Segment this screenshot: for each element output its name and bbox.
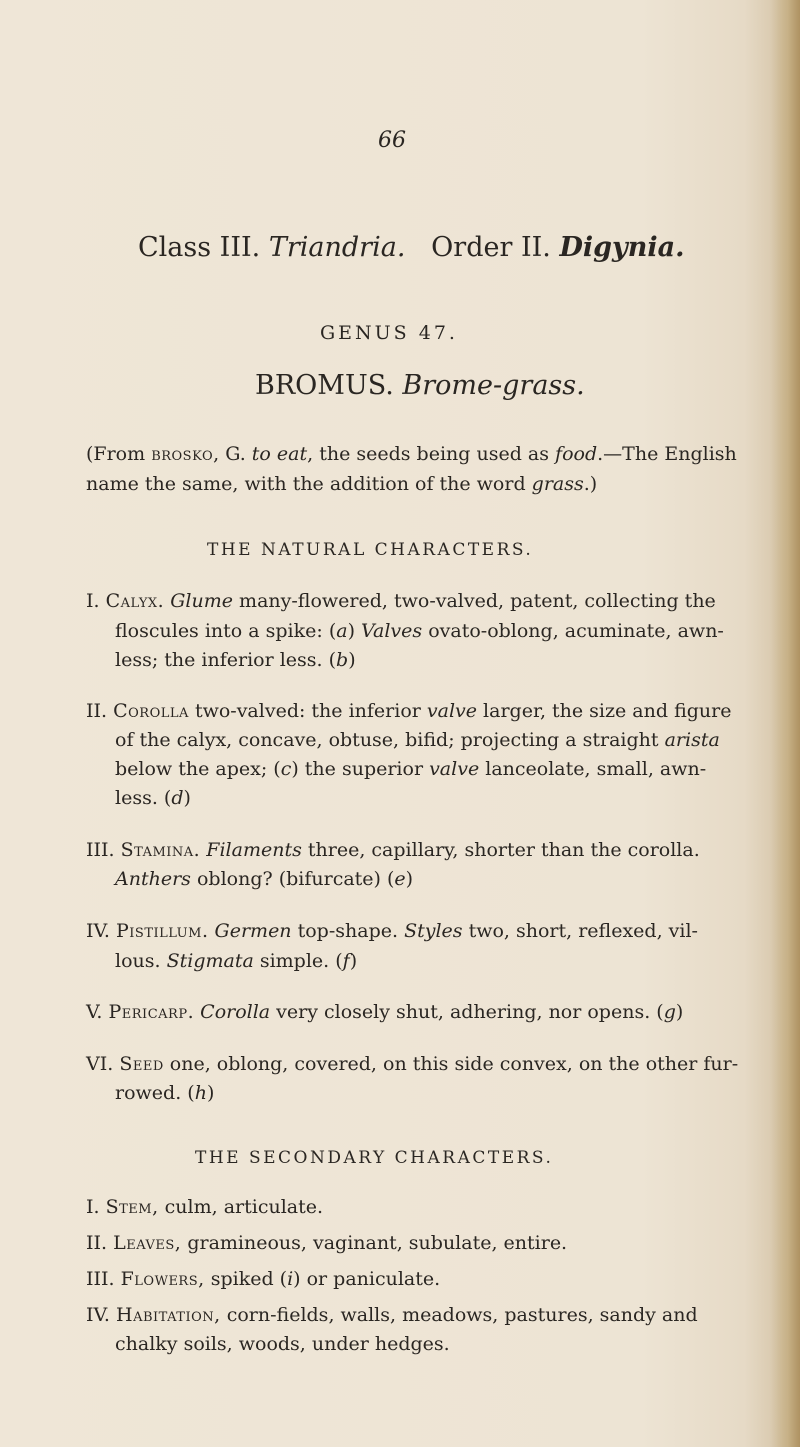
order-name: Digynia.	[559, 232, 685, 263]
calyx-line-3: less; the inferior less. (b)	[115, 649, 356, 671]
seed-term: Seed	[119, 1053, 164, 1075]
genus-name: BROMUS.	[255, 370, 394, 401]
pericarp-term: Pericarp.	[108, 1001, 195, 1023]
corolla-line-3: below the apex; (c) the superior valve lanceolate, small, awn-	[115, 758, 707, 780]
page-edge-stain	[770, 0, 800, 1447]
flowers-line: III. Flowers, spiked (i) or paniculate.	[86, 1268, 441, 1290]
leaves-line: II. Leaves, gramineous, vaginant, subulate, entire.	[86, 1232, 568, 1254]
corolla-term: Corolla	[113, 700, 189, 722]
stamina-line-1: III. Stamina. Filaments three, capillary, shorter than the corolla.	[86, 839, 700, 861]
stamina-term: Stamina.	[120, 839, 201, 861]
corolla-line-4: less. (d)	[115, 787, 191, 809]
pericarp-line-1: V. Pericarp. Corolla very closely shut, adhering, nor opens. (g)	[86, 1001, 684, 1023]
class-label: Class III.	[138, 232, 261, 263]
calyx-line-1: I. Calyx. Glume many-flowered, two-valved, patent, collecting the	[86, 590, 716, 612]
etymology-line-2: name the same, with the addition of the word grass.)	[86, 473, 598, 495]
class-name: Triandria.	[268, 232, 406, 263]
natural-characters-heading: THE NATURAL CHARACTERS.	[207, 540, 534, 560]
flowers-term: Flowers,	[120, 1268, 205, 1290]
habitation-line-1: IV. Habitation, corn-fields, walls, meadows, pastures, sandy and	[86, 1304, 698, 1326]
habitation-line-2: chalky soils, woods, under hedges.	[115, 1333, 450, 1355]
stem-term: Stem,	[105, 1196, 159, 1218]
seed-line-2: rowed. (h)	[115, 1082, 215, 1104]
corolla-line-2: of the calyx, concave, obtuse, bifid; projecting a straight arista	[115, 729, 720, 751]
pistillum-line-1: IV. Pistillum. Germen top-shape. Styles two, short, reflexed, vil-	[86, 920, 698, 942]
calyx-term: Calyx.	[105, 590, 165, 612]
class-order-heading	[138, 232, 685, 263]
genus-title	[255, 370, 585, 401]
habitation-term: Habitation,	[116, 1304, 221, 1326]
pistillum-line-2: lous. Stigmata simple. (f)	[115, 950, 358, 972]
stamina-line-2: Anthers oblong? (bifurcate) (e)	[115, 868, 414, 890]
pistillum-term: Pistillum.	[116, 920, 209, 942]
secondary-characters-heading: THE SECONDARY CHARACTERS.	[195, 1148, 554, 1168]
seed-line-1: VI. Seed one, oblong, covered, on this side convex, on the other fur-	[86, 1053, 739, 1075]
genus-label: GENUS 47.	[320, 322, 458, 344]
calyx-line-2: floscules into a spike: (a) Valves ovato-oblong, acuminate, awn-	[115, 620, 724, 642]
corolla-line-1: II. Corolla two-valved: the inferior valve larger, the size and figure	[86, 700, 732, 722]
leaves-term: Leaves,	[113, 1232, 182, 1254]
page-number: 66	[378, 128, 406, 153]
stem-line: I. Stem, culm, articulate.	[86, 1196, 324, 1218]
order-label: Order II.	[431, 232, 551, 263]
genus-common-name: Brome-grass.	[402, 370, 585, 401]
etymology-line-1: (From brosko, G. to eat, the seeds being used as food.—The English	[86, 443, 737, 465]
